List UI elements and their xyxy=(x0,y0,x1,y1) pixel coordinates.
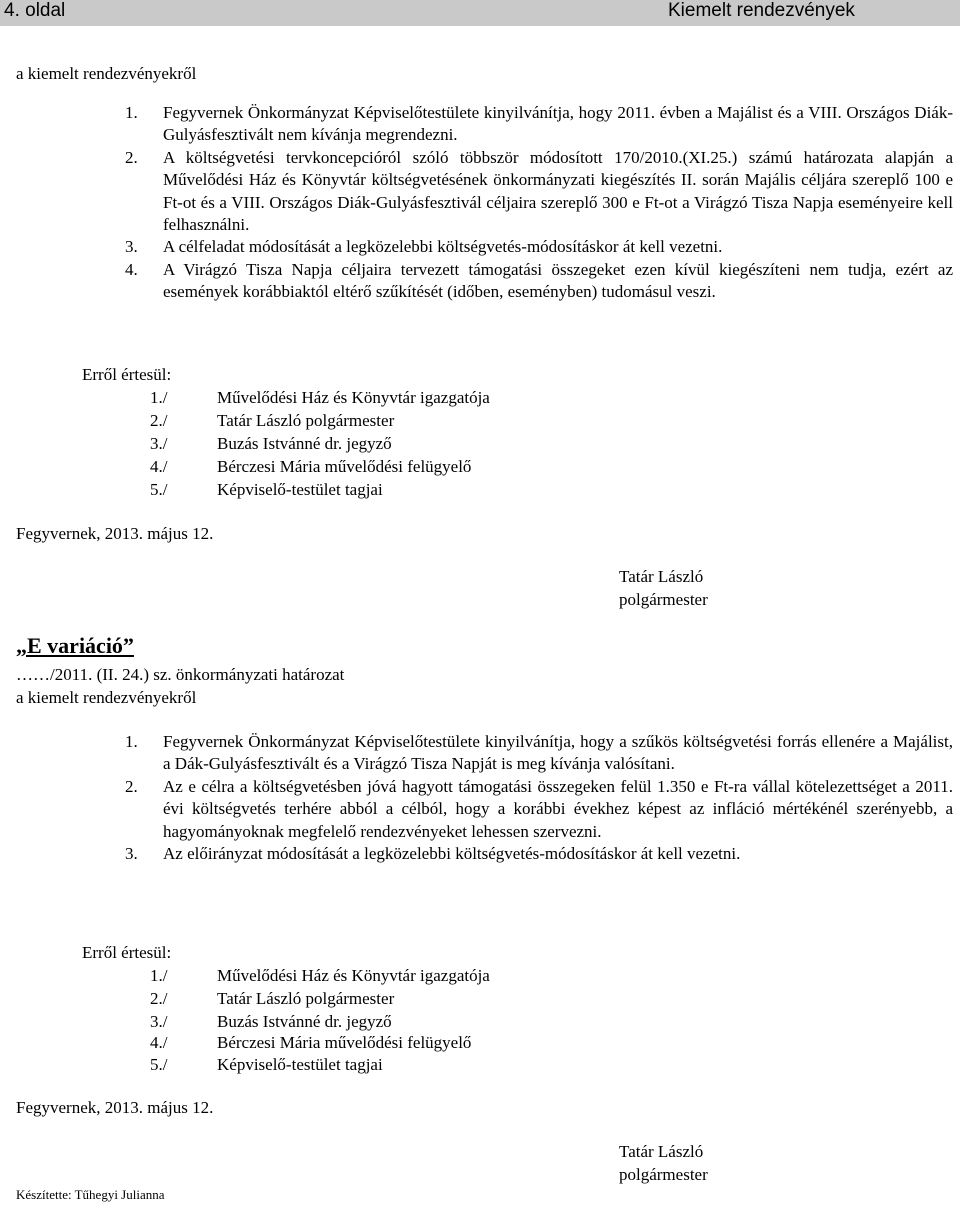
item-text: A költségvetési tervkoncepcióról szóló többször módosított 170/2010.(XI.25.) számú határozata alapján a Művelődési Ház és Könyvtár költségvetésének önkormányzati kiegészítés II. során Majális céljára szereplő 100 e Ft-ot és a VIII. Országos Diák-Gulyásfesztivál céljaira szereplő 300 e Ft-ot a Virágzó Tisza Napja eseményeire kell felhasználni. xyxy=(163,147,953,235)
section2-signer-name: Tatár László xyxy=(619,1142,704,1161)
variant-title: „E variáció” xyxy=(16,633,134,658)
item-text: Fegyvernek Önkormányzat Képviselőtestülete kinyilvánítja, hogy 2011. évben a Majálist és a VIII. Országos Diák-Gulyásfesztivált nem kívánja megrendezni. xyxy=(163,103,953,145)
item-text: A célfeladat módosítását a legközelebbi költségvetés-módosításkor át kell vezetni. xyxy=(163,237,723,257)
section1-resolution-list xyxy=(125,102,953,304)
item-number: 1. xyxy=(125,732,138,751)
section2-subtitle: a kiemelt rendezvényekről xyxy=(16,688,197,707)
item-text: Az e célra a költségvetésben jóvá hagyott támogatási összegeken felül 1.350 e Ft-ra vállal kötelezettséget a 2011. évi költségvetés terhére abból a célból, hogy a korábbi évekhez képest az infláció mértékénél szerényebb, a hagyományoknak megfelelő rendezvényeket lehessen szervezni. xyxy=(163,776,953,841)
item-text: A Virágzó Tisza Napja céljaira tervezett támogatási összegeket ezen kívül kiegészíteni nem tudja, ezért az események korábbiaktól eltérő szűkítését (időben, eseményben) tudomásul veszi. xyxy=(163,259,953,302)
notify-recipient: Művelődési Ház és Könyvtár igazgatója xyxy=(217,388,490,407)
section1-date: Fegyvernek, 2013. május 12. xyxy=(16,524,214,543)
header-section-title: Kiemelt rendezvények xyxy=(668,0,855,21)
notify-number: 5./ xyxy=(150,480,168,499)
item-number: 2. xyxy=(125,776,138,796)
notify-number: 4./ xyxy=(150,1033,168,1052)
notify-recipient: Buzás Istvánné dr. jegyző xyxy=(217,434,392,453)
section2-notify-label: Erről értesül: xyxy=(82,943,172,962)
notify-number: 2./ xyxy=(150,989,168,1008)
section2-signer-title: polgármester xyxy=(619,1165,708,1184)
list-item xyxy=(125,102,953,147)
item-number: 1. xyxy=(125,103,138,122)
prepared-by: Készítette: Tűhegyi Julianna xyxy=(16,1187,165,1202)
notify-number: 4./ xyxy=(150,457,168,476)
page-header xyxy=(0,0,960,26)
item-number: 4. xyxy=(125,259,138,279)
notify-recipient: Tatár László polgármester xyxy=(217,411,395,430)
notify-recipient: Buzás Istvánné dr. jegyző xyxy=(217,1012,392,1031)
item-number: 2. xyxy=(125,147,138,167)
item-number: 3. xyxy=(125,844,138,864)
list-item xyxy=(125,731,953,776)
notify-number: 1./ xyxy=(150,388,168,407)
section1-notify-label: Erről értesül: xyxy=(82,365,172,384)
section1-subtitle: a kiemelt rendezvényekről xyxy=(16,64,197,83)
notify-recipient: Bérczesi Mária művelődési felügyelő xyxy=(217,457,472,476)
notify-recipient: Képviselő-testület tagjai xyxy=(217,1055,383,1074)
section1-signer-title: polgármester xyxy=(619,590,708,609)
item-text: Fegyvernek Önkormányzat Képviselőtestülete kinyilvánítja, hogy a szűkös költségvetési forrás ellenére a Majálist, a Dák-Gulyásfesztivált és a Virágzó Tisza Napját is meg kívánja valósítani. xyxy=(163,732,953,774)
item-number: 3. xyxy=(125,237,138,257)
page-number: 4. oldal xyxy=(4,0,66,21)
section2-date: Fegyvernek, 2013. május 12. xyxy=(16,1098,214,1117)
item-text: Az előirányzat módosítását a legközelebbi költségvetés-módosításkor át kell vezetni. xyxy=(163,844,741,864)
notify-recipient: Bérczesi Mária művelődési felügyelő xyxy=(217,1033,472,1052)
list-item xyxy=(125,776,953,843)
notify-number: 1./ xyxy=(150,966,168,985)
notify-number: 3./ xyxy=(150,434,168,453)
section2-resolution-list xyxy=(125,731,953,865)
notify-recipient: Művelődési Ház és Könyvtár igazgatója xyxy=(217,966,490,985)
notify-number: 3./ xyxy=(150,1012,168,1031)
notify-number: 5./ xyxy=(150,1055,168,1074)
section1-signer-name: Tatár László xyxy=(619,567,704,586)
notify-recipient: Tatár László polgármester xyxy=(217,989,395,1008)
list-item xyxy=(125,236,953,258)
resolution-number-line: ……/2011. (II. 24.) sz. önkormányzati határozat xyxy=(16,665,345,684)
notify-recipient: Képviselő-testület tagjai xyxy=(217,480,383,499)
list-item xyxy=(125,259,953,304)
list-item xyxy=(125,147,953,237)
notify-number: 2./ xyxy=(150,411,168,430)
list-item xyxy=(125,843,953,865)
